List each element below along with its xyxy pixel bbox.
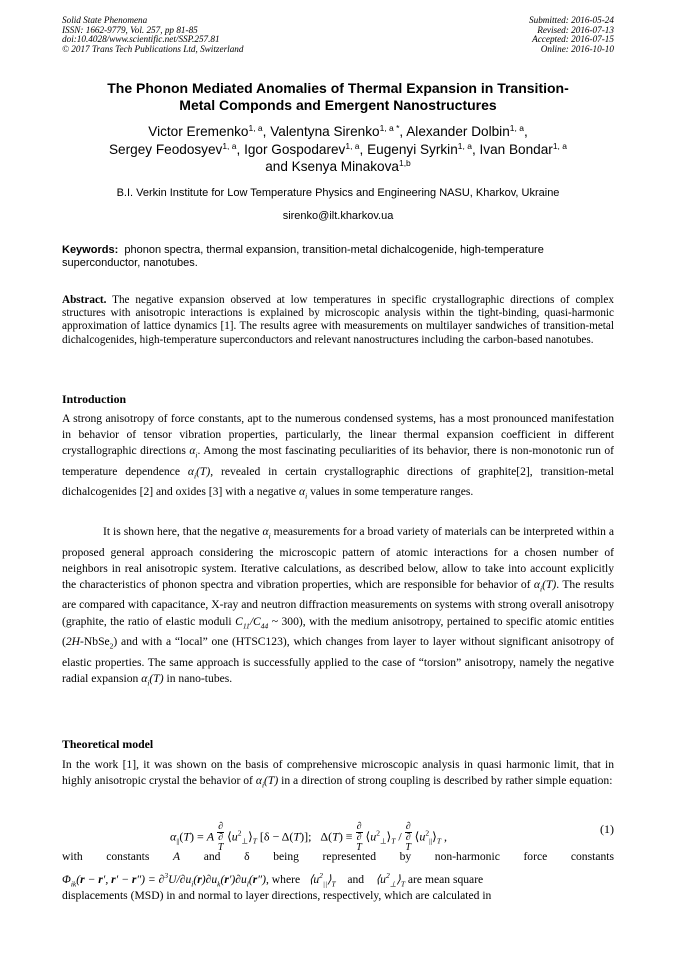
paper-title bbox=[62, 80, 614, 114]
date-revised: Revised: 2016-07-13 bbox=[537, 24, 614, 35]
force-constant-expression: $\Phi_{ik}(r - r'$, $r' - r'') = \partial^3U/\partial u_i(r)\partial u_k(r')\partial u_l(r'')$ bbox=[62, 871, 266, 889]
keywords-text: phonon spectra, thermal expansion, transition-metal dichalcogenide, high-temperature superconductor, nanotubes. bbox=[62, 244, 544, 269]
alpha-i-of-t-symbol: $\alpha_i(T)$ bbox=[533, 577, 557, 594]
text-run: with constants bbox=[62, 850, 150, 863]
author-name: Victor Eremenko bbox=[148, 124, 249, 139]
equation-1 bbox=[62, 820, 614, 853]
text-run: values in some temperature ranges. bbox=[310, 485, 474, 499]
author-affil: 1,b bbox=[398, 158, 411, 168]
theory-paragraph-1 bbox=[62, 757, 614, 794]
text-run: , revealed in certain crystallographic directions of graphite[2], transition-metal dichalcogenides [2] and oxides [3] with a negative bbox=[62, 464, 614, 499]
alpha-i-of-t-symbol: $\alpha_i(T)$ bbox=[187, 464, 211, 481]
author-name: Valentyna Sirenko bbox=[270, 124, 380, 139]
author-affil: 1, a bbox=[222, 140, 237, 151]
equation-number: (1) bbox=[600, 822, 614, 836]
authors-and: and bbox=[265, 159, 288, 174]
text-run: in a direction of strong coupling is described by rather simple equation: bbox=[281, 774, 613, 788]
text-run: ), with the medium anisotropy, pertained to specific atomic entities ( bbox=[62, 614, 614, 649]
text-run: . The results are compared with capacitance, X-ray and neutron diffraction measurements on systems with strong overall anisotropy (graphite, the ratio of elastic moduli bbox=[62, 577, 615, 628]
author-affil: 1, a bbox=[509, 123, 524, 133]
section-heading-introduction: Introduction bbox=[62, 392, 127, 406]
equation-1-body: $\alpha_{||}(T) = A$ ∂ ∂ T $⟨u^2_\perp⟩_T$ [δ − Δ(T)]; Δ(T) ≡ ∂ ∂ T $⟨u^2_\perp⟩_T$ / ∂ ∂ T $⟨u^2_{||}⟩_T$ , bbox=[170, 821, 447, 853]
title-line-1: The Phonon Mediated Anomalies of Thermal Expansion in Transition- bbox=[107, 80, 569, 96]
text-run: ~ 300 bbox=[271, 614, 299, 628]
journal-issn: ISSN: 1662-9779, Vol. 257, pp 81-85 bbox=[62, 24, 198, 35]
keywords bbox=[62, 244, 614, 270]
date-submitted: Submitted: 2016-05-24 bbox=[529, 15, 614, 25]
text-run: measurements for a broad variety of materials can be interpreted within a proposed general approach considering the microscopic pattern of atomic interactions for a chosen number of neighbors in real anisotropic system. Iterative calculations, as described below, allow to take into account explicitly the characteristics of phonon spectra and vibration properties, which are responsible for behavior of bbox=[62, 525, 614, 591]
elastic-moduli-ratio: $C_{11}/C_{44}$ bbox=[235, 614, 269, 630]
author-name: Sergey Feodosyev bbox=[108, 141, 223, 157]
alpha-i-of-t-symbol: $\alpha_i(T)$ bbox=[255, 774, 279, 790]
text-run: are mean square bbox=[407, 872, 484, 886]
text-run: in nano-tubes. bbox=[166, 671, 233, 685]
publication-dates bbox=[529, 16, 614, 54]
journal-doi: doi:10.4028/www.scientific.net/SSP.257.81 bbox=[62, 34, 220, 45]
journal-info bbox=[62, 16, 243, 54]
text-run: and bbox=[203, 850, 221, 863]
text-run: being represented by non-harmonic force constants bbox=[273, 850, 615, 863]
text-run: It is shown here, that the negative bbox=[103, 525, 260, 538]
author-affil: 1, a bbox=[248, 123, 263, 133]
alpha-i-of-t-symbol: $\alpha_i(T)$ bbox=[141, 671, 164, 688]
author-affil: 1, a bbox=[457, 140, 472, 151]
author-affil: 1, a bbox=[345, 140, 360, 151]
author-name: Ksenya Minakova bbox=[291, 159, 399, 174]
intro-paragraph-2 bbox=[62, 524, 614, 691]
abstract-label: Abstract. bbox=[62, 294, 107, 306]
text-run: ) and with a “local” one (HTSC123), which changes from layer to layer without significant anisotropy of elastic properties. The same approach is successfully applied to the case of “torsion” anisotropy, namely the negative radial expansion bbox=[62, 635, 614, 685]
author-affil: 1, a bbox=[552, 140, 568, 151]
affiliation: B.I. Verkin Institute for Low Temperature Physics and Engineering NASU, Kharkov, Ukraine bbox=[116, 187, 560, 199]
journal-name: Solid State Phenomena bbox=[62, 15, 148, 25]
text-run: In the work [1], it was shown on the basis of comprehensive microscopic analysis in quasi harmonic limit, that in highly anisotropic crystal the behavior of bbox=[62, 758, 614, 788]
theory-paragraph-2-line-3: displacements (MSD) in and normal to layer directions, respectively, which are calculated in bbox=[62, 889, 492, 902]
author-list: Victor Eremenko$^{1, a}$, Valentyna Sirenko$^{1, a *}$, Alexander Dolbin$^{1, a}$, Sergey Feodosyev$^{1, a}$, Igor Gospodarev$^{1, a}$, Eugenyi Syrkin$^{1, a}$, Ivan Bondar$^{1, a}$ and Ksenya Minakova$^{1,b}$ bbox=[108, 123, 568, 174]
author-name: Ivan Bondar bbox=[479, 141, 553, 157]
abstract-text: The negative expansion observed at low temperatures in specific crystallographic directions of complex structures with anisotropic interactions is explained by microscopic analysis within the tight-binding, quasi-harmonic approximation of lattice dynamics [1]. The results agree with measurements on multilayer sandwiches of transition-metal dichalcogenides, high-temperature superconductors and relevant nanostructures including the carbon-based nanotubes. bbox=[62, 294, 614, 346]
alpha-i-symbol: $\alpha_i$ bbox=[298, 485, 308, 501]
journal-copyright: © 2017 Trans Tech Publications Ltd, Switzerland bbox=[62, 43, 244, 54]
abstract bbox=[62, 294, 614, 347]
section-heading-theoretical-model: Theoretical model bbox=[62, 737, 154, 751]
contact-email[interactable]: sirenko@ilt.kharkov.ua bbox=[282, 210, 394, 222]
msd-parallel: $⟨u^2_{||}⟩_T$ bbox=[308, 871, 336, 889]
theory-paragraph-2-line-1 bbox=[62, 849, 614, 865]
author-affil: 1, a * bbox=[379, 123, 400, 133]
text-run: -NbSe bbox=[80, 635, 110, 649]
polytype-2h: 2H bbox=[65, 635, 81, 649]
author-name: Igor Gospodarev bbox=[244, 141, 346, 157]
intro-paragraph-1 bbox=[62, 411, 614, 505]
title-line-2: Metal Componds and Emergent Nanostructures bbox=[179, 97, 497, 113]
date-online: Online: 2016-10-10 bbox=[540, 43, 614, 54]
alpha-i-symbol: $\alpha_i$ bbox=[262, 525, 271, 541]
keywords-label: Keywords: bbox=[62, 244, 119, 256]
text-run: A strong anisotropy of force constants, apt to the numerous condensed systems, has a most pronounced manifestation in behavior of tensor vibration properties, particularly, the linear thermal expansion coefficient in different crystallographic directions bbox=[62, 412, 614, 458]
author-name: Eugenyi Syrkin bbox=[367, 141, 458, 157]
msd-perpendicular: $⟨u^2_\perp⟩_T$ bbox=[375, 871, 405, 889]
subscript-2: 2 bbox=[109, 641, 114, 651]
text-run: and bbox=[347, 872, 365, 886]
constant-delta: δ bbox=[244, 850, 250, 863]
alpha-i-symbol: $\alpha_i$ bbox=[189, 444, 198, 460]
text-run: . Among the most fascinating peculiarities of its behavior, there is non-monotonic run of temperature dependence bbox=[62, 444, 614, 478]
constant-a: A bbox=[173, 850, 181, 863]
date-accepted: Accepted: 2016-07-15 bbox=[532, 34, 614, 45]
text-run: , where bbox=[265, 872, 301, 886]
author-name: Alexander Dolbin bbox=[406, 124, 510, 139]
